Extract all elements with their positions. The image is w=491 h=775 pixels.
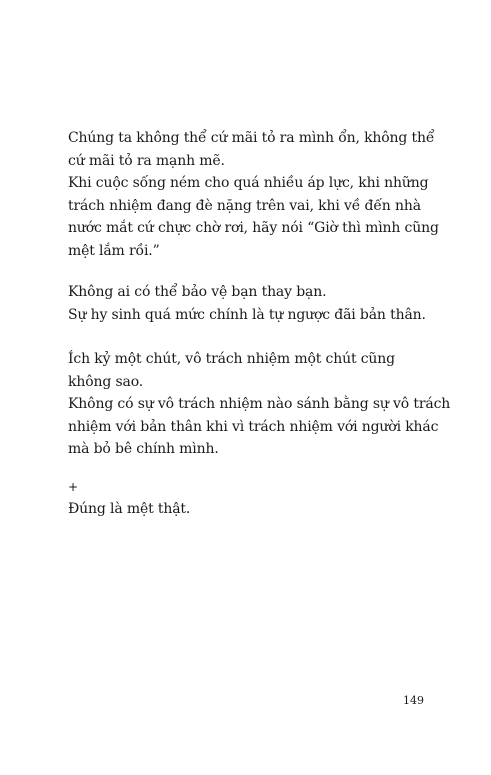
text-line: nước mắt cứ chực chờ rơi, hãy nói “Giờ thì mình cũng — [68, 220, 439, 236]
paragraph-3 — [68, 348, 451, 461]
text-line: trách nhiệm đang đè nặng trên vai, khi về đến nhà — [68, 197, 421, 214]
text-line: Không ai có thể bảo vệ bạn thay bạn. — [68, 284, 327, 300]
plus-mark: + — [68, 480, 78, 494]
paragraph-2 — [68, 281, 438, 326]
text-line: Ích kỷ một chút, vô trách nhiệm một chút cũng — [68, 351, 395, 367]
text-line: cứ mãi tỏ ra mạnh mẽ. — [68, 152, 225, 169]
text-line: Không có sự vô trách nhiệm nào sánh bằng sự vô trách — [68, 396, 451, 412]
text-line: nhiệm với bản thân khi vì trách nhiệm với người khác — [68, 418, 439, 435]
text-line: mệt lắm rồi.” — [68, 242, 160, 259]
text-line: không sao. — [68, 373, 144, 390]
paragraph-1 — [68, 127, 438, 262]
text-line: Khi cuộc sống ném cho quá nhiều áp lực, khi những — [68, 175, 429, 191]
text-line: Đúng là mệt thật. — [68, 501, 191, 517]
text-line: Chúng ta không thể cứ mãi tỏ ra mình ổn, không thể — [68, 130, 435, 146]
text-line: Sự hy sinh quá mức chính là tự ngược đãi bản thân. — [68, 306, 426, 323]
paragraph-4 — [68, 480, 438, 521]
page-number: 149 — [403, 694, 424, 707]
text-line: mà bỏ bê chính mình. — [68, 441, 219, 457]
